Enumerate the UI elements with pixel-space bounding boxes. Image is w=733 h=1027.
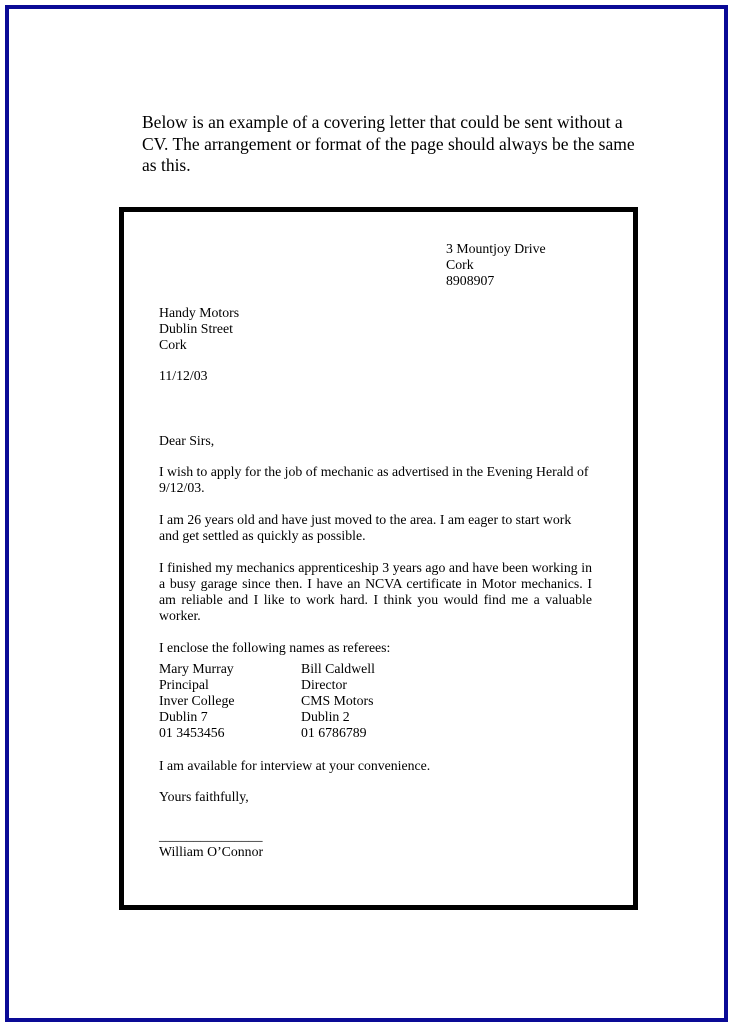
body-paragraph: I am 26 years old and have just moved to the area. I am eager to start work and get settled as quickly as possible. — [159, 512, 572, 543]
referee-name: Mary Murray — [159, 661, 234, 677]
referee-entry — [301, 661, 443, 741]
letter-date: 11/12/03 — [159, 368, 208, 384]
body-paragraph: I finished my mechanics apprenticeship 3 years ago and have been working in a busy garage since then. I have an NCVA certificate in Motor mechanics. I am reliable and I like to work hard. I think you would find me a valuable worker. — [159, 559, 592, 623]
body-paragraph: I wish to apply for the job of mechanic as advertised in the Evening Herald of 9/12/03. — [159, 464, 589, 496]
referee-title: Principal — [159, 677, 209, 693]
referee-entry — [159, 661, 301, 741]
referee-address: Dublin 2 — [301, 709, 350, 725]
sender-address-line: Cork — [446, 256, 474, 272]
sender-address — [446, 241, 597, 289]
recipient-address-line: Handy Motors — [159, 304, 240, 320]
signature-line: _______________ — [159, 827, 263, 843]
recipient-address-line: Cork — [159, 336, 187, 352]
referee-phone: 01 3453456 — [159, 725, 225, 741]
referee-name: Bill Caldwell — [301, 661, 375, 677]
salutation: Dear Sirs, — [159, 433, 215, 449]
recipient-address-line: Dublin Street — [159, 320, 233, 336]
referee-organization: CMS Motors — [301, 693, 374, 709]
referee-address: Dublin 7 — [159, 709, 208, 725]
referee-organization: Inver College — [159, 693, 235, 709]
letter-body — [124, 212, 633, 860]
referees-section — [159, 661, 597, 741]
availability-line: I am available for interview at your convenience. — [159, 757, 431, 773]
closing-line: Yours faithfully, — [159, 788, 249, 804]
referees-intro: I enclose the following names as referees: — [159, 639, 391, 655]
sender-address-line: 3 Mountjoy Drive — [446, 241, 546, 256]
recipient-address — [159, 305, 597, 353]
signed-name: William O’Connor — [159, 843, 264, 859]
page-border-frame — [5, 5, 728, 1022]
sender-address-line: 8908907 — [446, 272, 495, 288]
referee-phone: 01 6786789 — [301, 725, 367, 741]
letter-box — [119, 207, 638, 910]
referee-title: Director — [301, 677, 347, 693]
intro-paragraph: Below is an example of a covering letter that could be sent without a CV. The arrangement or format of the page should always be the same as this. — [142, 112, 635, 175]
